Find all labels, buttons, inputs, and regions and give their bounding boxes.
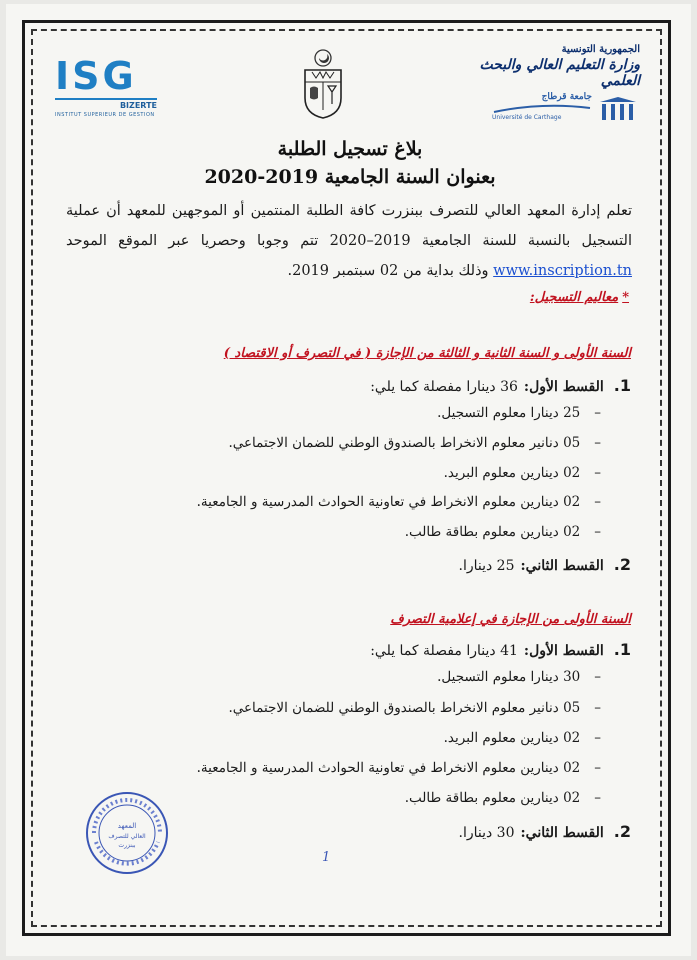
- list-item-text: 05 دنانير معلوم الانخراط بالصندوق الوطني للضمان الاجتماعي.: [228, 700, 581, 716]
- installment-label: القسط الأول:: [523, 643, 604, 659]
- installment-number: 2.: [613, 555, 631, 574]
- page-number: 1: [322, 850, 331, 865]
- tunisia-emblem-icon: [300, 48, 346, 120]
- list-item: –02 دينارين معلوم بطاقة طالب.: [404, 524, 601, 540]
- list-item: –02 دينارين معلوم الانخراط في تعاونية الحوادث المدرسية و الجامعية.: [196, 494, 601, 510]
- fees-heading: [530, 290, 629, 305]
- country-name: الجمهورية التونسية: [561, 44, 640, 55]
- installment-second: [459, 822, 632, 841]
- list-item: –02 دينارين معلوم البريد.: [443, 730, 601, 746]
- list-item-text: 02 دينارين معلوم البريد.: [443, 730, 581, 746]
- page-title: بلاغ تسجيل الطلبة: [277, 138, 423, 160]
- installment-first: [370, 640, 631, 659]
- installment-text: 36 دينارا مفصلة كما يلي:: [370, 379, 518, 395]
- list-item: –30 دينارا معلوم التسجيل.: [437, 669, 601, 685]
- intro-date: وذلك بداية من 02 سبتمبر 2019.: [287, 263, 489, 279]
- list-item-text: 02 دينارين معلوم البريد.: [443, 465, 581, 481]
- list-item: –02 دينارين معلوم بطاقة طالب.: [404, 790, 601, 806]
- list-item-text: 05 دنانير معلوم الانخراط بالصندوق الوطني للضمان الاجتماعي.: [228, 435, 581, 451]
- university-name-fr: Université de Carthage: [492, 114, 562, 121]
- isg-logo-city: BIZERTE: [119, 101, 157, 110]
- isg-logo: [55, 56, 165, 122]
- installment-label: القسط الثاني:: [520, 825, 604, 841]
- section-heading: السنة الأولى و السنة الثانية و الثالثة من الإجازة ( في التصرف أو الاقتصاد ): [223, 346, 631, 361]
- installment-text: 30 دينارا.: [458, 825, 515, 841]
- isg-logo-fullname: INSTITUT SUPERIEUR DE GESTION: [55, 112, 155, 118]
- ministry-header: [440, 44, 640, 89]
- list-item: –05 دنانير معلوم الانخراط بالصندوق الوطني للضمان الاجتماعي.: [228, 700, 601, 716]
- page-subtitle: بعنوان السنة الجامعية 2019-2020: [204, 166, 496, 188]
- list-item-text: 02 دينارين معلوم بطاقة طالب.: [404, 524, 581, 540]
- installment-second: [459, 555, 632, 574]
- columns-icon: [598, 96, 638, 122]
- university-name-ar: جامعة قرطاج: [541, 92, 592, 102]
- installment-text: 41 دينارا مفصلة كما يلي:: [370, 643, 518, 659]
- list-item: –25 دينارا معلوم التسجيل.: [437, 405, 601, 421]
- carthage-university-logo: [492, 92, 642, 126]
- installment-text: 25 دينارا.: [458, 558, 515, 574]
- list-item-text: 25 دينارا معلوم التسجيل.: [437, 405, 581, 421]
- section-heading: السنة الأولى من الإجازة في إعلامية التصرف: [390, 612, 631, 627]
- list-item-text: 02 دينارين معلوم الانخراط في تعاونية الحوادث المدرسية و الجامعية.: [196, 760, 581, 776]
- list-item: –05 دنانير معلوم الانخراط بالصندوق الوطني للضمان الاجتماعي.: [228, 435, 601, 451]
- list-item: –02 دينارين معلوم الانخراط في تعاونية الحوادث المدرسية و الجامعية.: [196, 760, 601, 776]
- isg-logo-letters: ISG: [55, 54, 137, 98]
- official-stamp-icon: [84, 790, 170, 876]
- ministry-name: وزارة التعليم العالي والبحث العلمي: [479, 57, 640, 89]
- fees-star: *: [622, 290, 629, 305]
- svg-text:ببنزرت: ببنزرت: [118, 842, 136, 849]
- isg-logo-rule: [55, 98, 157, 100]
- svg-text:المعهد: المعهد: [117, 822, 137, 830]
- inscription-link[interactable]: www.inscription.tn: [493, 263, 632, 279]
- intro-paragraph: [66, 196, 632, 286]
- swoosh-icon: [492, 104, 592, 114]
- installment-label: القسط الأول:: [523, 379, 604, 395]
- list-item-text: 30 دينارا معلوم التسجيل.: [437, 669, 581, 685]
- list-item: –02 دينارين معلوم البريد.: [443, 465, 601, 481]
- svg-text:العالي للتصرف: العالي للتصرف: [108, 833, 146, 840]
- installment-first: [370, 376, 631, 395]
- fees-heading-text: معاليم التسجيل:: [529, 290, 619, 305]
- installment-number: 2.: [613, 822, 631, 841]
- list-item-text: 02 دينارين معلوم بطاقة طالب.: [404, 790, 581, 806]
- intro-text: تعلم إدارة المعهد العالي للتصرف ببنزرت كافة الطلبة المنتمين أو الموجهين للمعهد أن عملية التسجيل بالنسبة للسنة الجامعية 2019–2020 تتم وجوبا وحصريا عبر الموقع الموحد: [66, 203, 632, 249]
- list-item-text: 02 دينارين معلوم الانخراط في تعاونية الحوادث المدرسية و الجامعية.: [196, 494, 581, 510]
- installment-number: 1.: [613, 376, 631, 395]
- installment-label: القسط الثاني:: [520, 558, 604, 574]
- installment-number: 1.: [613, 640, 631, 659]
